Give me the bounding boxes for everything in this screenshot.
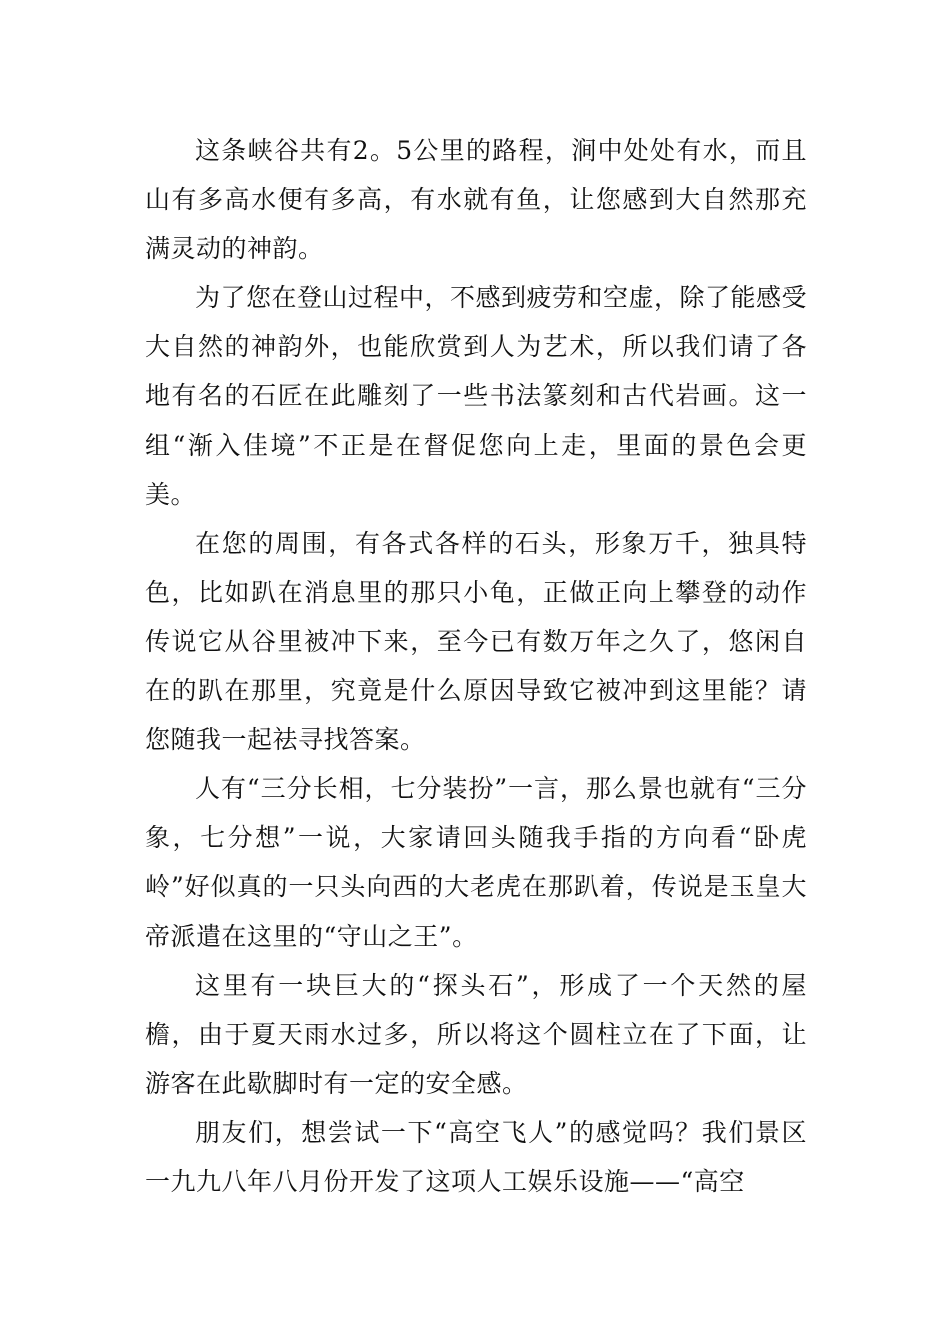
paragraph-3: 在您的周围，有各式各样的石头，形象万千，独具特色，比如趴在消息里的那只小龟，正做正向上攀登的动作传说它从谷里被冲下来，至今已有数万年之久了，悠闲自在的趴在那里，究竟是什么原因导致它被冲到这里能？请您随我一起祛寻找答案。 (145, 528, 807, 755)
paragraph-1: 这条峡谷共有2。5公里的路程，涧中处处有水，而且山有多高水便有多高，有水就有鱼，让您感到大自然那充满灵动的神韵。 (145, 136, 807, 264)
paragraph-4: 人有“三分长相，七分装扮”一言，那么景也就有“三分象，七分想”一说，大家请回头随我手指的方向看“卧虎岭”好似真的一只头向西的大老虎在那趴着，传说是玉皇大帝派遣在这里的“守山之王”。 (145, 774, 807, 951)
paragraph-6: 朋友们，想尝试一下“高空飞人”的感觉吗？我们景区一九九八年八月份开发了这项人工娱乐设施——“高空 (145, 1117, 807, 1196)
paragraph-5: 这里有一块巨大的“探头石”，形成了一个天然的屋檐，由于夏天雨水过多，所以将这个圆柱立在了下面，让游客在此歇脚时有一定的安全感。 (145, 970, 807, 1098)
document-body (145, 126, 807, 1206)
paragraph-2: 为了您在登山过程中，不感到疲劳和空虚，除了能感受大自然的神韵外，也能欣赏到人为艺术，所以我们请了各地有名的石匠在此雕刻了一些书法篆刻和古代岩画。这一组“渐入佳境”不正是在督促您向上走，里面的景色会更美。 (145, 283, 808, 509)
